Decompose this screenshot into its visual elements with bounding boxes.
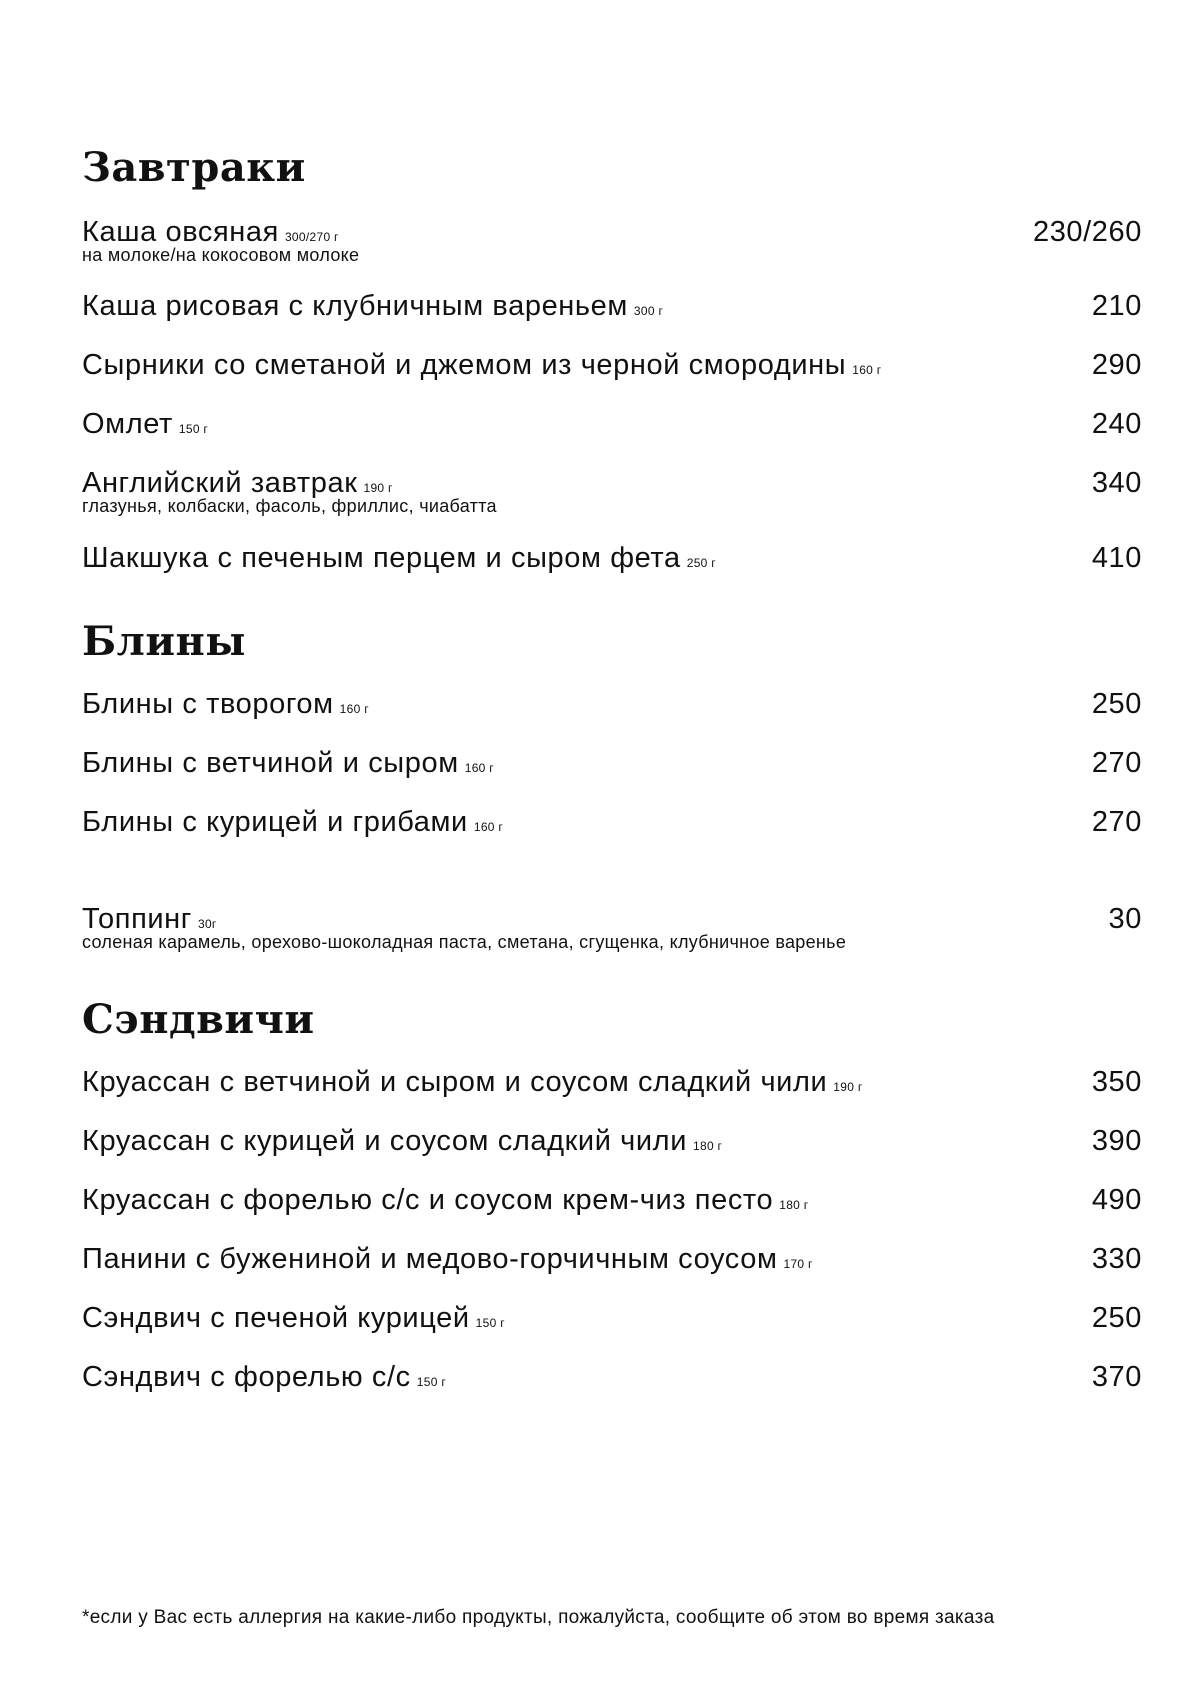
- item-price: 340: [1091, 467, 1142, 499]
- menu-item: [82, 1245, 1142, 1305]
- menu-item: [82, 1127, 1142, 1187]
- item-price: 410: [1091, 542, 1142, 574]
- item-description: глазунья, колбаски, фасоль, фриллис, чиабатта: [82, 496, 497, 516]
- menu-item: [82, 1068, 1142, 1128]
- item-name-wrap: [82, 905, 217, 934]
- menu-item: [82, 292, 1142, 352]
- section-title-pancakes: Блины: [82, 618, 246, 665]
- item-name-wrap: [82, 749, 494, 778]
- item-description: соленая карамель, орехово-шоколадная паста, сметана, сгущенка, клубничное варенье: [82, 932, 847, 952]
- item-weight: 300/270 г: [284, 230, 339, 244]
- menu-item: [82, 544, 1142, 604]
- item-price: 330: [1091, 1243, 1142, 1275]
- item-description: на молоке/на кокосовом молоке: [82, 245, 360, 265]
- item-name-wrap: [82, 690, 369, 719]
- section-title-breakfast: Завтраки: [82, 144, 306, 191]
- item-price: 240: [1091, 408, 1142, 440]
- menu-item: [82, 1186, 1142, 1246]
- item-name-wrap: [82, 1304, 505, 1333]
- section-title-sandwiches: Сэндвичи: [82, 996, 315, 1043]
- item-price: 270: [1091, 747, 1142, 779]
- item-name-wrap: [82, 292, 663, 321]
- item-weight: 180 г: [693, 1139, 723, 1153]
- menu-item: [82, 690, 1142, 750]
- item-weight: 150 г: [178, 422, 209, 436]
- item-weight: 150 г: [416, 1375, 447, 1389]
- menu-item: [82, 410, 1142, 470]
- item-name-wrap: [82, 808, 503, 837]
- menu-item: [82, 905, 1142, 965]
- menu-item: [82, 469, 1142, 529]
- item-name-wrap: [82, 1245, 813, 1274]
- item-name: Круассан с форелью с/с и соусом крем-чиз песто: [82, 1184, 774, 1216]
- item-name: Блины с ветчиной и сыром: [82, 747, 459, 779]
- item-weight: 160 г: [473, 820, 504, 834]
- item-weight: 250 г: [686, 556, 716, 570]
- item-name-wrap: [82, 351, 881, 380]
- menu-item: [82, 218, 1142, 278]
- item-weight: 160 г: [339, 702, 369, 716]
- item-name: Шакшука с печеным перцем и сыром фета: [82, 542, 681, 574]
- item-name-wrap: [82, 1127, 722, 1156]
- item-weight: 170 г: [783, 1257, 813, 1271]
- item-weight: 190 г: [833, 1080, 863, 1094]
- item-price: 370: [1091, 1361, 1142, 1393]
- item-weight: 300 г: [633, 304, 664, 318]
- item-price: 290: [1091, 349, 1142, 381]
- item-price: 30: [1108, 903, 1142, 935]
- item-name: Блины с творогом: [82, 688, 334, 720]
- item-name-wrap: [82, 1363, 446, 1392]
- item-price: 270: [1091, 806, 1142, 838]
- menu-item: [82, 351, 1142, 411]
- item-price: 350: [1091, 1066, 1142, 1098]
- item-price: 250: [1091, 688, 1142, 720]
- item-name: Панини с бужениной и медово-горчичным соусом: [82, 1243, 778, 1275]
- menu-item: [82, 1363, 1142, 1423]
- item-name: Блины с курицей и грибами: [82, 806, 468, 838]
- item-name: Каша рисовая с клубничным вареньем: [82, 290, 628, 322]
- item-name-wrap: [82, 410, 208, 439]
- item-price: 490: [1091, 1184, 1142, 1216]
- item-price: 230/260: [1032, 216, 1142, 248]
- item-price: 250: [1091, 1302, 1142, 1334]
- item-price: 210: [1091, 290, 1142, 322]
- item-name: Сэндвич с печеной курицей: [82, 1302, 470, 1334]
- menu-item: [82, 1304, 1142, 1364]
- item-name: Английский завтрак: [82, 467, 358, 499]
- item-weight: 160 г: [852, 363, 882, 377]
- item-weight: 150 г: [475, 1316, 505, 1330]
- item-name: Омлет: [82, 408, 173, 440]
- item-weight: 160 г: [464, 761, 494, 775]
- item-price: 390: [1091, 1125, 1142, 1157]
- item-weight: 180 г: [779, 1198, 809, 1212]
- item-name: Сэндвич с форелью с/с: [82, 1361, 411, 1393]
- item-name: Топпинг: [82, 903, 192, 935]
- item-name: Круассан с курицей и соусом сладкий чили: [82, 1125, 687, 1157]
- item-name-wrap: [82, 1186, 808, 1215]
- item-name-wrap: [82, 218, 339, 247]
- item-name-wrap: [82, 544, 716, 573]
- item-name: Сырники со сметаной и джемом из черной смородины: [82, 349, 847, 381]
- menu-item: [82, 749, 1142, 809]
- item-name: Круассан с ветчиной и сыром и соусом сладкий чили: [82, 1066, 828, 1098]
- allergy-footnote: *если у Вас есть аллергия на какие-либо продукты, пожалуйста, сообщите об этом во время заказа: [82, 1607, 995, 1628]
- item-name-wrap: [82, 469, 393, 498]
- item-weight: 30г: [197, 917, 217, 931]
- item-name: Каша овсяная: [82, 216, 279, 248]
- item-weight: 190 г: [363, 481, 393, 495]
- item-name-wrap: [82, 1068, 863, 1097]
- menu-item: [82, 808, 1142, 868]
